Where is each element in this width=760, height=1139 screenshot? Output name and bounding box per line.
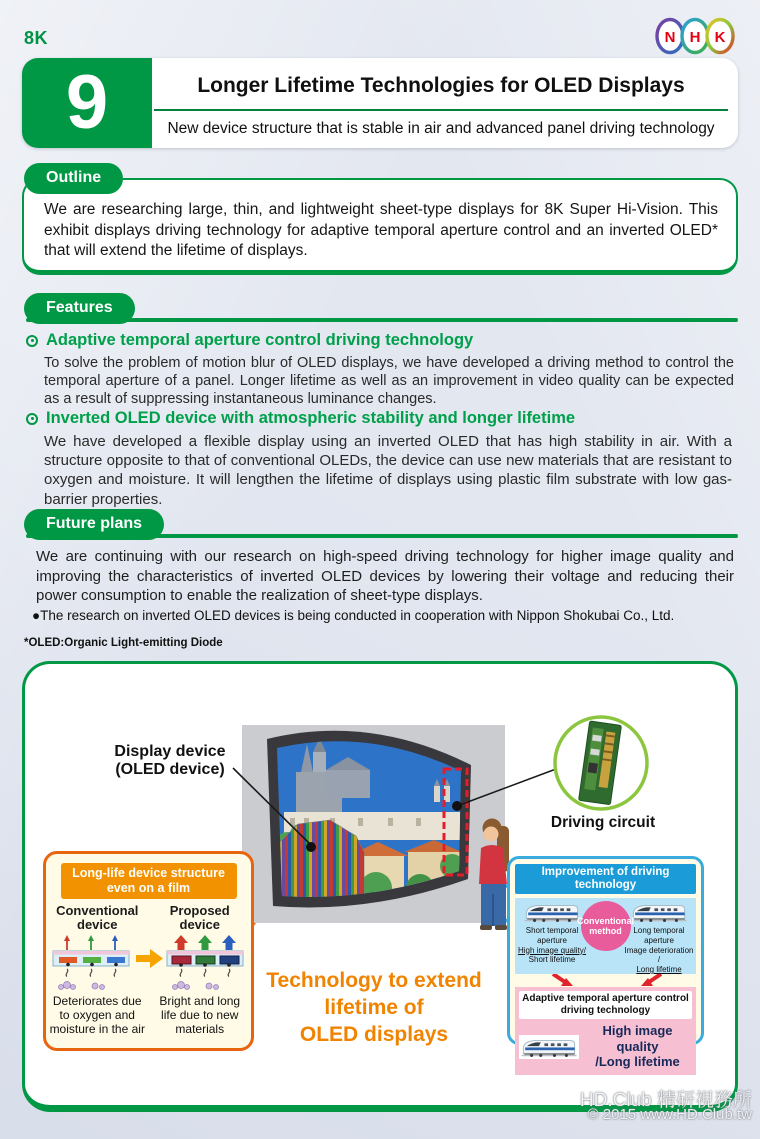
feature-1-heading-row: [26, 331, 473, 350]
nhk-letter-n: N: [664, 29, 676, 46]
nhk-letter-h: H: [689, 29, 701, 46]
callout-dot-display: [306, 842, 316, 852]
feature-bullet-icon: [26, 335, 38, 347]
header-divider: [154, 109, 728, 111]
driving-technology-callout: [507, 856, 704, 1070]
driving-circuit-photo: [555, 717, 647, 809]
feature-2-body: We have developed a flexible display using an inverted OLED that has high stability in air. With a structure opposite to that of conventional OLEDs, the device can use new materials that are resistant to oxygen and moisture. It will lengthen the lifetime of displays using plastic film substrate with low gas-barrier properties.: [44, 433, 732, 508]
feature-2-heading: Inverted OLED device with atmospheric stability and longer lifetime: [46, 409, 576, 427]
display-device-label: Display device (OLED device): [114, 743, 226, 779]
driving-circuit-label: Driving circuit: [550, 814, 656, 831]
cooperation-note: ●The research on inverted OLED devices is being conducted in cooperation with Nippon Shokubai Co., Ltd.: [32, 608, 675, 623]
device-structure-callout: [43, 851, 254, 1051]
page-subtitle: New device structure that is stable in air and advanced panel driving technology: [167, 120, 715, 137]
adaptive-technology-label: Adaptive temporal aperture control driving technology: [519, 991, 692, 1019]
exhibit-number-block: [22, 58, 152, 148]
train-icon: [521, 1036, 577, 1058]
nhk-letter-k: K: [714, 29, 726, 46]
proposed-device-title: Proposed device: [169, 903, 230, 933]
section-label-outline: Outline: [24, 163, 123, 194]
section-label-future-plans: Future plans: [24, 509, 164, 540]
device-structure-diagram: [51, 935, 247, 993]
train-icon: [524, 901, 580, 923]
conventional-caption: Deteriorates due to oxygen and moisture in the air: [49, 993, 145, 1036]
transition-arrow: [136, 949, 163, 968]
conventional-device-title: Conventional device: [56, 903, 139, 933]
exhibit-number: 9: [65, 59, 109, 145]
page-title: Longer Lifetime Technologies for OLED Displays: [197, 74, 685, 97]
long-aperture-column: Long temporal aperture Image deterioration / Long lifetime: [623, 901, 695, 971]
device-structure-title: Long-life device structure even on a film: [61, 863, 237, 899]
future-plans-body: We are continuing with our research on high-speed driving technology for higher image quality and improving the characteristics of inverted OLED devices by lowering their voltage and reducing their power consumption to enable the realization of sheet-type displays.: [36, 548, 734, 604]
train-icon: [631, 901, 687, 923]
section-label-features: Features: [24, 293, 135, 324]
driving-technology-title: Improvement of driving technology: [515, 864, 696, 894]
exhibit-category-label: 8K: [24, 28, 49, 48]
header-card: [22, 58, 738, 148]
feature-1-body: To solve the problem of motion blur of OLED displays, we have developed a driving method to control the temporal aperture of a panel. Longer lifetime as well as an improvement in video quality can be expected as a result of suppressing instantaneous luminance changes.: [44, 355, 734, 408]
feature-2-heading-row: [26, 409, 575, 428]
callout-dot-circuit: [452, 801, 462, 811]
proposed-caption: Bright and long life due to new materials: [159, 993, 241, 1036]
feature-1-heading: Adaptive temporal aperture control driving technology: [46, 331, 474, 349]
outline-text-box: We are researching large, thin, and lightweight sheet-type displays for 8K Super Hi-Vision. This exhibit displays driving technology for adaptive temporal aperture control and an inverted OLED* that will extend the lifetime of displays.: [22, 178, 738, 275]
convergence-arrows: [515, 974, 698, 987]
nhk-logo: [654, 15, 736, 57]
short-aperture-column: Short temporal aperture High image quality/ Short lifetime: [516, 901, 588, 971]
result-label: High image quality /Long lifetime: [595, 1023, 680, 1070]
conventional-method-badge: Conventional method: [581, 901, 631, 951]
watermark-line1: HD.Club 精研視務所: [579, 1090, 752, 1111]
watermark-line2: © 2015 www.HD.Club.tw: [587, 1106, 752, 1123]
feature-bullet-icon: [26, 413, 38, 425]
oled-footnote: *OLED:Organic Light-emitting Diode: [24, 637, 223, 649]
features-rule: [26, 318, 738, 322]
technology-claim: Technology to extend lifetime of OLED displays: [266, 969, 482, 1046]
